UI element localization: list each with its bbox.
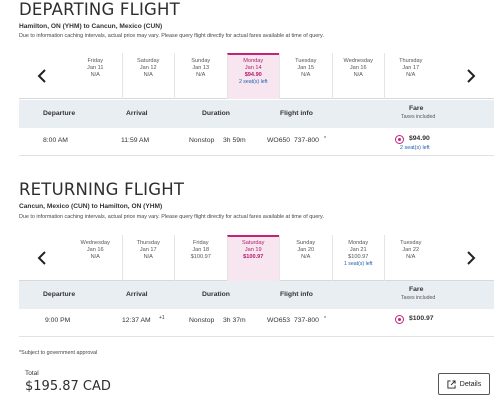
day-date: Jan 12 [139,65,157,71]
departing-price: $94.90 [409,135,430,142]
aircraft-mark: * [324,316,326,322]
day-fare: $100.97 [190,254,211,260]
day-date: Jan 17 [402,65,420,71]
day-of-week: Tuesday [400,240,422,246]
details-button[interactable] [438,373,490,395]
returning-price: $100.97 [409,315,434,322]
day-fare: N/A [143,254,153,260]
details-label: Details [459,380,482,388]
departing-title: DEPARTING FLIGHT [19,0,180,19]
flight-number: WO653 [267,317,291,324]
day-fare: $100.97 [243,254,264,260]
departing-next-week-button[interactable] [448,53,494,99]
day-fare: $100.97 [348,254,369,260]
header-fare-sub: Taxes included [401,295,436,301]
departure-time: 8:00 AM [43,137,68,144]
day-cell[interactable] [384,235,437,281]
day-of-week: Monday [243,58,264,64]
header-flight-info: Flight info [280,110,313,117]
aircraft: 737-800 [294,317,319,324]
day-date: Jan 15 [297,65,315,71]
chevron-right-icon [466,69,476,83]
day-of-week: Saturday [242,240,265,246]
day-seats: 2 seat(s) left [238,79,268,85]
day-fare: N/A [353,72,363,78]
returning-date-strip [19,235,494,281]
departing-fare-radio[interactable] [395,135,404,144]
day-cell[interactable] [279,53,332,99]
footnote: *Subject to government approval [19,350,98,356]
day-date: Jan 22 [402,247,420,253]
returning-title: RETURNING FLIGHT [19,180,185,199]
returning-days [69,235,437,281]
day-of-week: Sunday [296,240,316,246]
day-cell[interactable] [69,53,122,99]
header-arrival: Arrival [126,291,148,298]
day-fare: N/A [90,254,100,260]
day-fare: N/A [406,254,416,260]
arrival-time: 12:37 AM [122,317,151,324]
departing-days [69,53,437,99]
day-of-week: Tuesday [295,58,317,64]
duration: 3h 37m [223,317,246,324]
chevron-right-icon [466,251,476,265]
day-cell[interactable] [174,235,227,281]
day-cell[interactable] [332,235,385,281]
returning-fare-radio[interactable] [395,315,404,324]
day-cell[interactable] [332,53,385,99]
day-seats: 1 seat(s) left [343,261,373,267]
day-cell[interactable] [227,235,280,281]
departing-route: Hamilton, ON (YHM) to Cancun, Mexico (CUN) [19,23,163,30]
total-value: $195.87 CAD [25,379,111,394]
day-date: Jan 18 [192,247,210,253]
aircraft: 737-800 [294,137,319,144]
day-fare: N/A [143,72,153,78]
header-departure: Departure [43,291,76,298]
departing-prev-week-button[interactable] [19,53,65,99]
day-cell[interactable] [384,53,437,99]
day-fare: N/A [90,72,100,78]
day-of-week: Thursday [136,240,160,246]
day-date: Jan 13 [192,65,210,71]
day-cell[interactable] [174,53,227,99]
day-cell[interactable] [69,235,122,281]
day-cell[interactable] [227,53,280,99]
day-cell[interactable] [122,235,175,281]
total-label: Total [25,370,39,377]
day-fare: N/A [196,72,206,78]
returning-table-header [19,281,494,309]
day-of-week: Friday [192,240,209,246]
flight-number: WO650 [267,137,291,144]
aircraft-mark: * [324,136,326,142]
arrival-next-day: +1 [159,315,165,321]
chevron-left-icon [37,251,47,265]
header-fare-sub: Taxes included [401,114,436,120]
departure-time: 9:00 PM [45,317,71,324]
header-flight-info: Flight info [280,291,313,298]
header-fare: Fare [409,286,424,293]
day-of-week: Monday [348,240,369,246]
day-fare: N/A [301,254,311,260]
day-date: Jan 16 [349,65,367,71]
day-of-week: Saturday [137,58,160,64]
returning-next-week-button[interactable] [448,235,494,281]
header-duration: Duration [202,291,230,298]
departing-disclaimer: Due to information caching intervals, actual price may vary. Please query flight directly for actual fares available at time of query. [19,33,324,39]
header-arrival: Arrival [126,110,148,117]
header-duration: Duration [202,110,230,117]
chevron-left-icon [37,69,47,83]
day-of-week: Friday [87,58,104,64]
external-link-icon [447,380,456,389]
day-date: Jan 11 [87,65,104,71]
day-date: Jan 20 [297,247,315,253]
day-date: Jan 19 [244,247,262,253]
day-fare: N/A [301,72,311,78]
day-of-week: Sunday [191,58,211,64]
returning-prev-week-button[interactable] [19,235,65,281]
day-date: Jan 21 [349,247,367,253]
day-of-week: Thursday [399,58,423,64]
day-date: Jan 14 [244,65,262,71]
day-of-week: Wednesday [80,240,110,246]
day-of-week: Wednesday [343,58,373,64]
arrival-time: 11:59 AM [121,137,150,144]
returning-disclaimer: Due to information caching intervals, actual price may vary. Please query flight directly for actual fares available at time of query. [19,214,324,220]
header-fare: Fare [409,105,424,112]
day-cell[interactable] [279,235,332,281]
header-departure: Departure [43,110,76,117]
day-cell[interactable] [122,53,175,99]
departing-flight-row[interactable] [19,128,494,156]
departing-date-strip [19,53,494,99]
day-date: Jan 16 [86,247,104,253]
returning-flight-row[interactable] [19,309,494,337]
departing-seats-left: 2 seat(s) left [400,145,430,151]
day-fare: N/A [406,72,416,78]
duration: 3h 59m [223,137,246,144]
day-fare: $94.90 [244,72,262,78]
departing-table-header [19,100,494,128]
stops: Nonstop [189,137,215,144]
day-date: Jan 17 [139,247,157,253]
stops: Nonstop [189,317,215,324]
returning-route: Cancun, Mexico (CUN) to Hamilton, ON (YHM) [19,203,163,210]
